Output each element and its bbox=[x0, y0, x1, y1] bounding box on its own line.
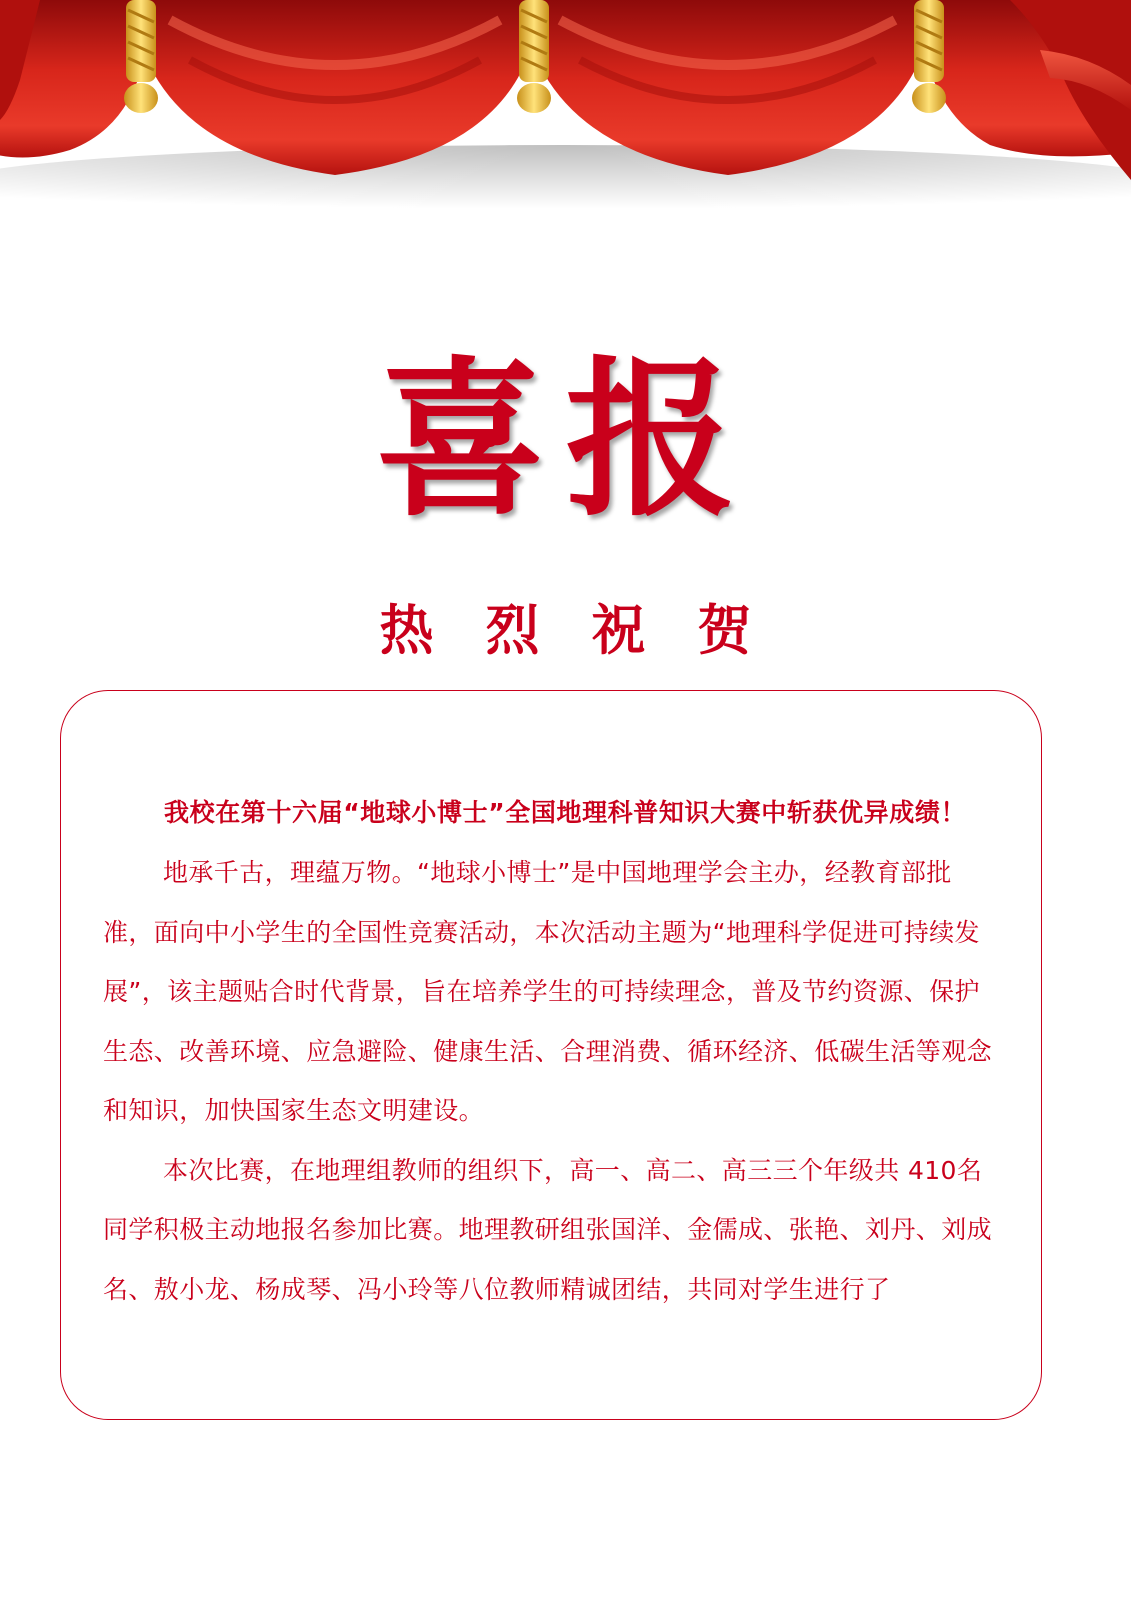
body-paragraph: 地承千古，理蕴万物。“地球小博士”是中国地理学会主办，经教育部批准，面向中小学生的全国性竞赛活动，本次活动主题为“地理科学促进可持续发展”，该主题贴合时代背景，旨在培养学生的可持续理念，普及节约资源、保护生态、改善环境、应急避险、健康生活、合理消费、循环经济、低碳生活等观念和知识，加快国家生态文明建设。 bbox=[103, 858, 993, 1125]
page-title: 喜报 bbox=[375, 340, 756, 540]
curtain-decoration bbox=[0, 0, 1131, 230]
lead-paragraph: 我校在第十六届“地球小博士”全国地理科普知识大赛中斩获优异成绩！ bbox=[164, 798, 967, 827]
page-subtitle: 热烈祝贺 bbox=[379, 599, 804, 662]
body-paragraph: 本次比赛，在地理组教师的组织下，高一、高二、高三三个年级共 410名同学积极主动地报名参加比赛。地理教研组张国洋、金儒成、张艳、刘丹、刘成名、敖小龙、杨成琴、冯小玲等八位教师精诚团结，共同对学生进行了 bbox=[103, 1155, 993, 1304]
announcement-body bbox=[103, 782, 993, 1319]
